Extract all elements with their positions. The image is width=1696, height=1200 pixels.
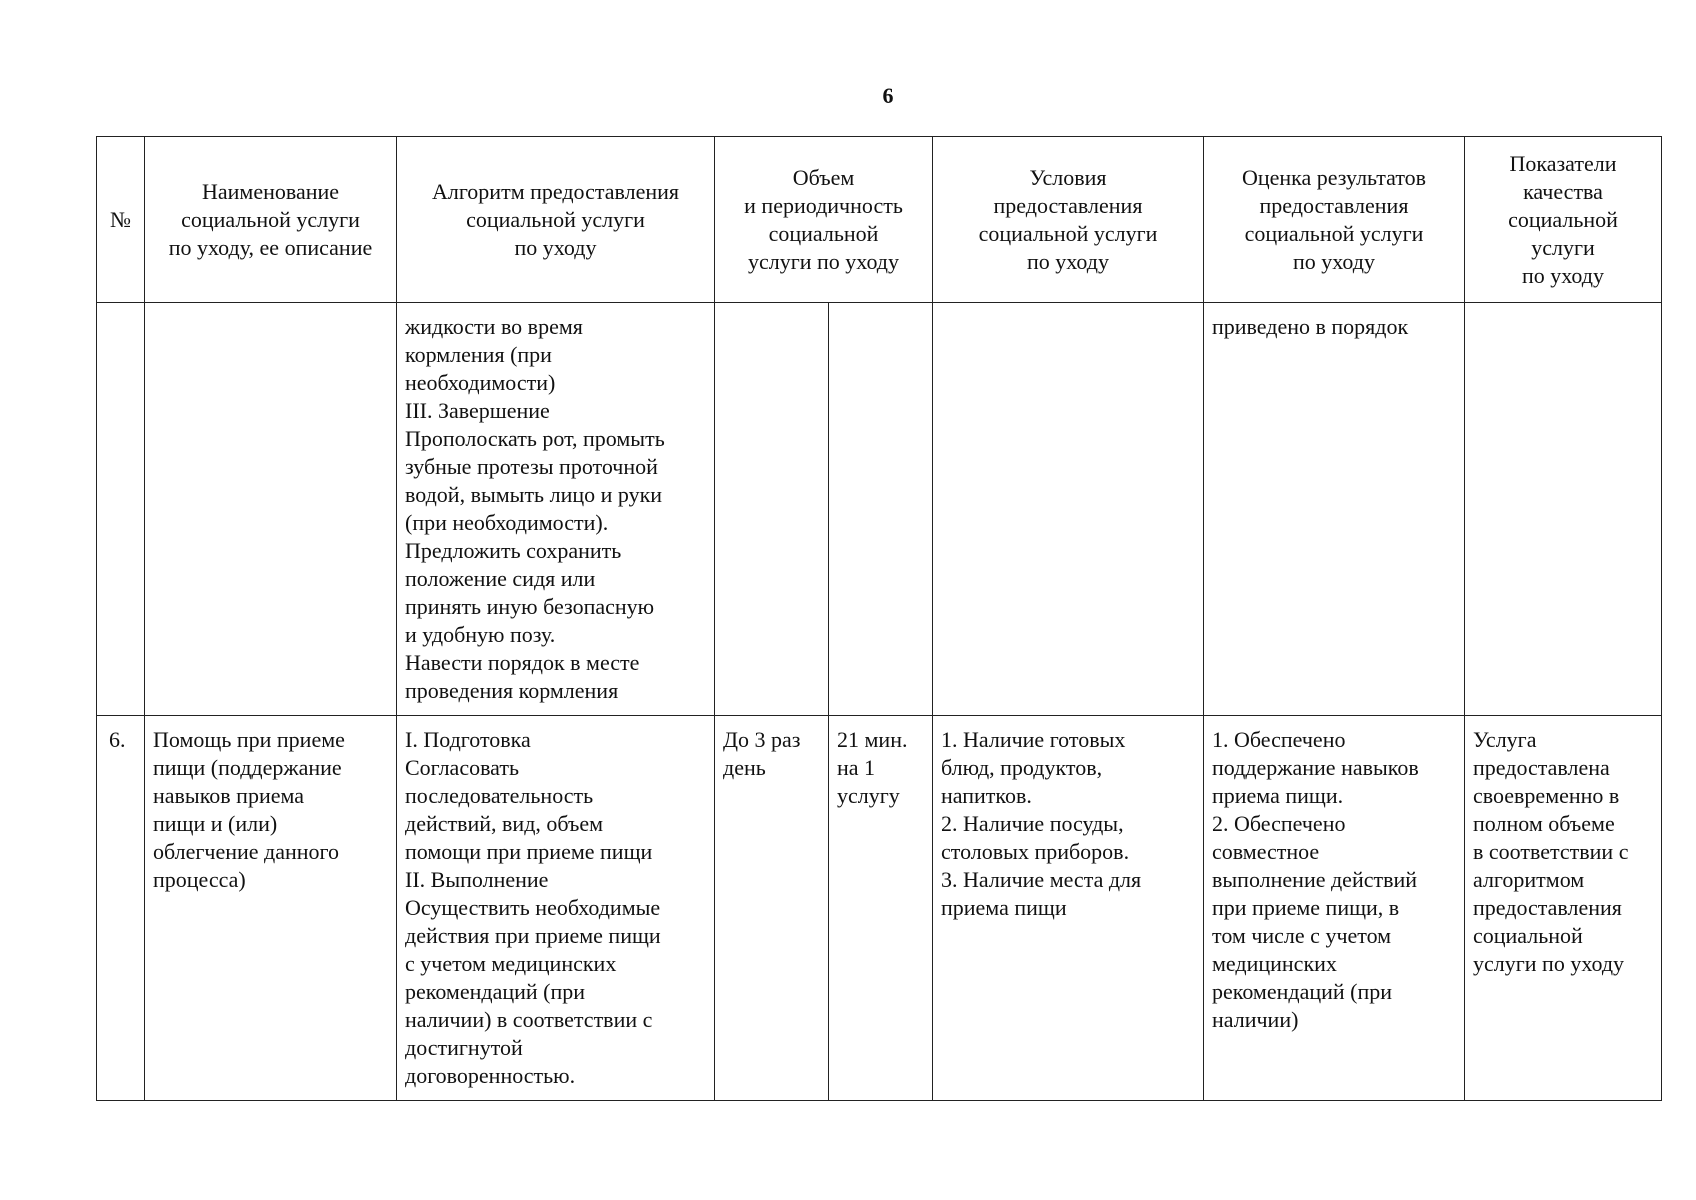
cell-number <box>97 303 145 716</box>
cell-algorithm: I. Подготовка Согласовать последовательность действий, вид, объем помощи при приеме пищи II. Выполнение Осуществить необходимые действия при приеме пищи с учетом медицинских рекомендаций (при наличии) в соответствии с достигнутой договоренностью. <box>397 716 715 1101</box>
table-row <box>97 303 1662 716</box>
cell-conditions <box>933 303 1204 716</box>
header-algorithm: Алгоритм предоставления социальной услуги по уходу <box>397 137 715 303</box>
table-row <box>97 716 1662 1101</box>
cell-service-name: Помощь при приеме пищи (поддержание навыков приема пищи и (или) облегчение данного процесса) <box>145 716 397 1101</box>
cell-number: 6. <box>97 716 145 1101</box>
cell-quality <box>1465 303 1662 716</box>
cell-quality: Услуга предоставлена своевременно в полном объеме в соответствии с алгоритмом предоставления социальной услуги по уходу <box>1465 716 1662 1101</box>
cell-evaluation: 1. Обеспечено поддержание навыков приема пищи. 2. Обеспечено совместное выполнение действий при приеме пищи, в том числе с учетом медицинских рекомендаций (при наличии) <box>1204 716 1465 1101</box>
table-header-row <box>97 137 1662 303</box>
header-number: № <box>97 137 145 303</box>
cell-service-name <box>145 303 397 716</box>
cell-algorithm: жидкости во время кормления (при необходимости) III. Завершение Прополоскать рот, промыть зубные протезы проточной водой, вымыть лицо и руки (при необходимости). Предложить сохранить положение сидя или принять иную безопасную и удобную позу. Навести порядок в месте проведения кормления <box>397 303 715 716</box>
header-conditions: Условия предоставления социальной услуги по уходу <box>933 137 1204 303</box>
header-evaluation: Оценка результатов предоставления социальной услуги по уходу <box>1204 137 1465 303</box>
cell-conditions: 1. Наличие готовых блюд, продуктов, напитков. 2. Наличие посуды, столовых приборов. 3. Наличие места для приема пищи <box>933 716 1204 1101</box>
services-table <box>96 136 1662 1101</box>
cell-duration: 21 мин. на 1 услугу <box>829 716 933 1101</box>
cell-frequency: До 3 раз день <box>715 716 829 1101</box>
header-volume: Объем и периодичность социальной услуги по уходу <box>715 137 933 303</box>
header-quality: Показатели качества социальной услуги по уходу <box>1465 137 1662 303</box>
cell-duration <box>829 303 933 716</box>
page-number: 6 <box>882 83 894 108</box>
cell-evaluation: приведено в порядок <box>1204 303 1465 716</box>
cell-frequency <box>715 303 829 716</box>
header-service-name: Наименование социальной услуги по уходу, ее описание <box>145 137 397 303</box>
